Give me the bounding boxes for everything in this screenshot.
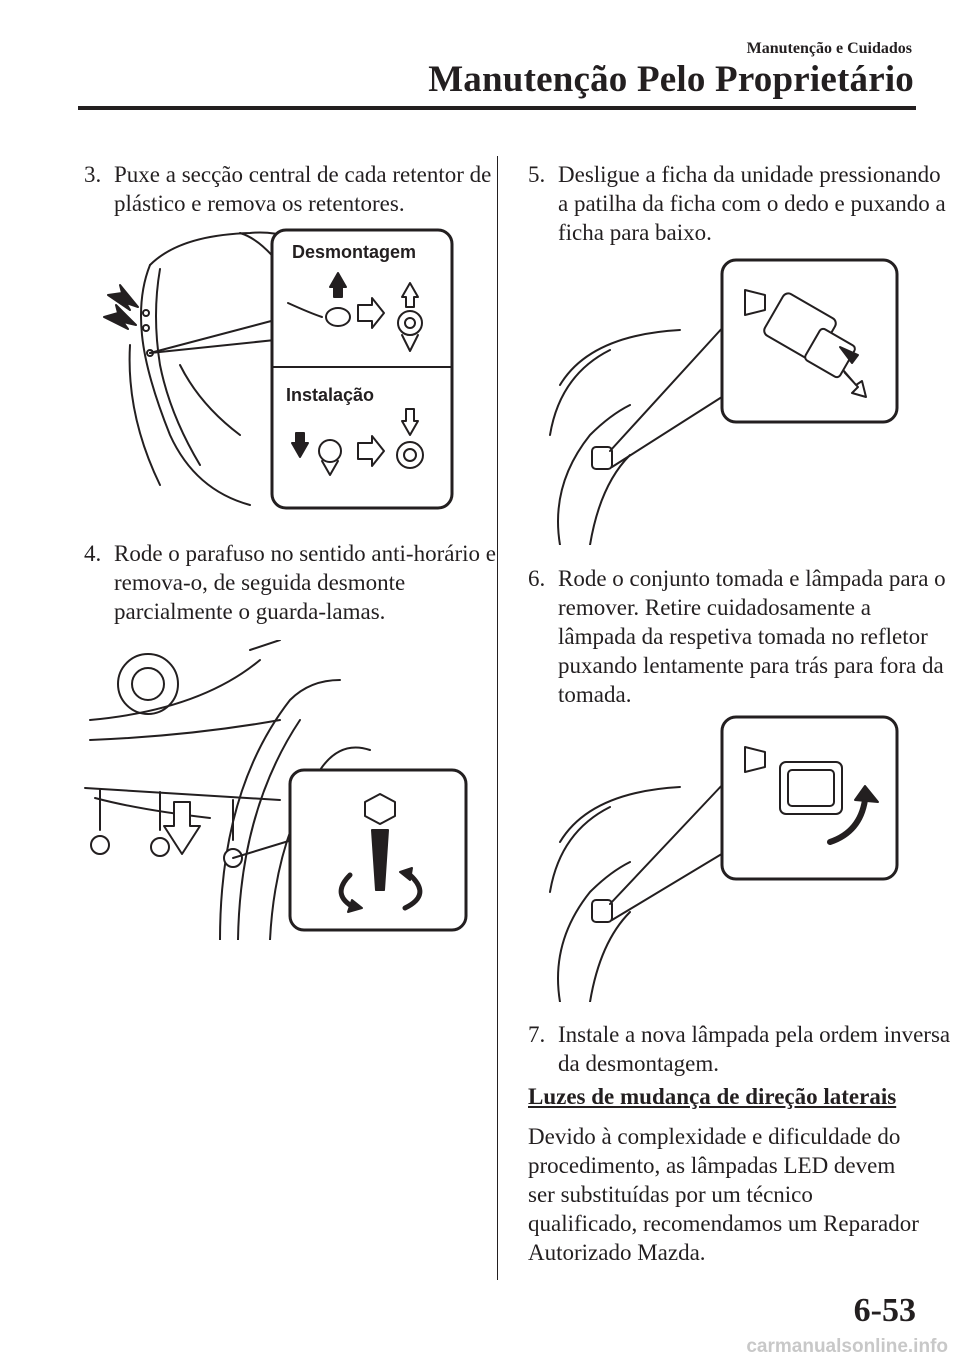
step-text: Rode o conjunto tomada e lâmpada para o remover. Retire cuidadosamente a lâmpada da respetiva tomada no refletor puxando lentamente para trás para fora da tomada. xyxy=(558,566,946,707)
step-number: 3. xyxy=(84,162,102,187)
step-number: 5. xyxy=(528,162,546,187)
step-number: 7. xyxy=(528,1022,546,1047)
step-number: 4. xyxy=(84,541,102,566)
step-3 xyxy=(84,160,514,218)
connector-figure xyxy=(540,255,905,545)
page-number: 6-53 xyxy=(853,1292,916,1329)
column-divider xyxy=(497,156,498,1280)
step-text: Puxe a secção central de cada retentor de plástico e remova os retentores. xyxy=(114,162,492,216)
retainer-figure xyxy=(100,225,460,515)
bulb-figure xyxy=(540,712,905,1002)
step-text: Instale a nova lâmpada pela ordem inversa da desmontagem. xyxy=(558,1022,951,1076)
step-6 xyxy=(528,564,953,709)
step-number: 6. xyxy=(528,566,546,591)
step-text: Rode o parafuso no sentido anti-horário e remova-o, de seguida desmonte parcialmente o guarda-lamas. xyxy=(114,541,496,624)
step-text: Desligue a ficha da unidade pressionando a patilha da ficha com o dedo e puxando a ficha para baixo. xyxy=(558,162,946,245)
watermark: carmanualsonline.info xyxy=(746,1336,948,1357)
step-7 xyxy=(528,1020,953,1078)
section-name: Manutenção e Cuidados xyxy=(746,40,912,57)
step-5 xyxy=(528,160,953,247)
installation-label: Instalação xyxy=(286,385,375,405)
section-text: Devido à complexidade e dificuldade do procedimento, as lâmpadas LED devem ser substituídas por um técnico qualificado, recomendamos um Reparador Autorizado Mazda. xyxy=(528,1124,919,1265)
header-divider xyxy=(78,106,916,110)
page-title: Manutenção Pelo Proprietário xyxy=(428,59,914,100)
screw-figure xyxy=(80,640,475,940)
section-heading: Luzes de mudança de direção laterais xyxy=(528,1084,897,1109)
removal-label: Desmontagem xyxy=(292,242,417,262)
step-4 xyxy=(84,539,519,626)
